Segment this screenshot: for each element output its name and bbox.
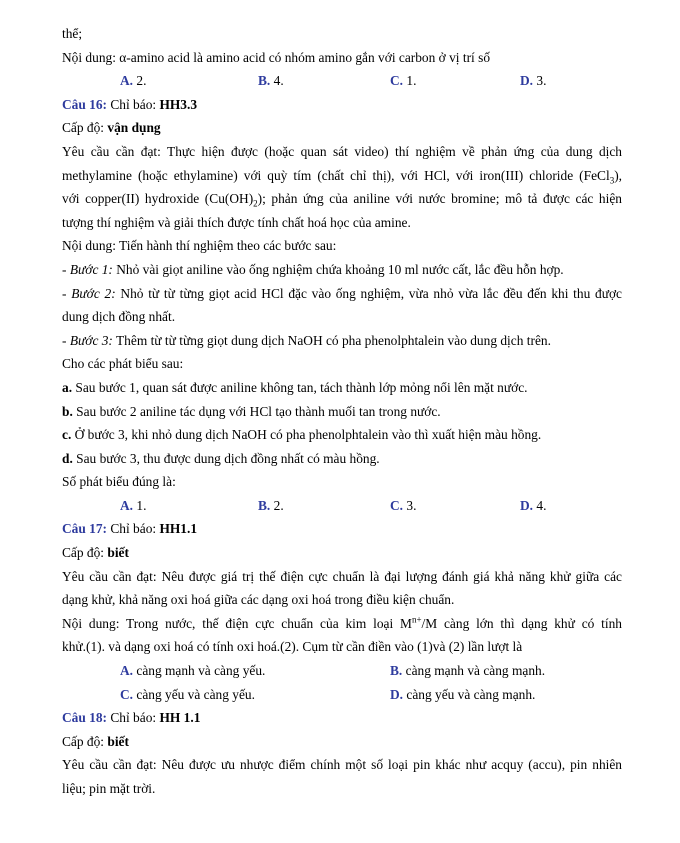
q17-level: Cấp độ: biết bbox=[62, 545, 129, 561]
text-line: Nội dung: Tiến hành thí nghiệm theo các bước sau: bbox=[62, 238, 337, 254]
q17-option-b: B. càng mạnh và càng mạnh. bbox=[390, 663, 546, 679]
q15-options bbox=[62, 69, 622, 93]
step-2-cont: dung dịch đồng nhất. bbox=[62, 309, 176, 325]
q16-option-b: B. 2. bbox=[258, 497, 284, 513]
statement-d: d. Sau bước 3, thu được dung dịch đồng nhất có màu hồng. bbox=[62, 450, 380, 466]
question-number: Câu 18: bbox=[62, 710, 108, 726]
q18-level: Cấp độ: biết bbox=[62, 733, 129, 749]
q16-options bbox=[62, 494, 622, 518]
q15-option-c: C. 1. bbox=[390, 73, 417, 89]
statement-a: a. Sau bước 1, quan sát được aniline không tan, tách thành lớp mỏng nổi lên mặt nước. bbox=[62, 379, 528, 395]
document-page bbox=[62, 22, 622, 801]
q17-options-row2 bbox=[62, 683, 622, 707]
text-line: Yêu cầu cần đạt: Nêu được giá trị thế điện cực chuẩn là đại lượng đánh giá khả năng khử giữa các bbox=[62, 568, 622, 584]
indicator-code: HH 1.1 bbox=[159, 710, 201, 726]
text-line: methylamine (hoặc ethylamine) với quỳ tím (chất chỉ thị), với HCl, với iron(III) chloride (FeCl$_3$), bbox=[62, 167, 622, 186]
q16-option-a: A. 1. bbox=[120, 497, 147, 513]
q16-option-c: C. 3. bbox=[390, 497, 417, 513]
text-line: Nội dung: α-amino acid là amino acid có nhóm amino gắn với carbon ở vị trí số bbox=[62, 49, 491, 65]
q18-header: Câu 18: Chỉ báo: HH 1.1 bbox=[62, 710, 201, 726]
text-line: Cho các phát biểu sau: bbox=[62, 356, 184, 372]
text-line: Yêu cầu cần đạt: Thực hiện được (hoặc quan sát video) thí nghiệm về phản ứng của dung dịch bbox=[62, 143, 622, 159]
text-line: tượng thí nghiệm và giải thích được tính chất hoá học của amine. bbox=[62, 214, 411, 230]
q17-option-c: C. càng yếu và càng yếu. bbox=[120, 686, 255, 702]
text-line: khử.(1). và dạng oxi hoá có tính oxi hoá.(2). Cụm từ cần điền vào (1)và (2) lần lượt là bbox=[62, 639, 523, 655]
text-line: Yêu cầu cần đạt: Nêu được ưu nhược điểm chính một số loại pin khác như acquy (accu), pin nhiên bbox=[62, 757, 622, 773]
q16-option-d: D. 4. bbox=[520, 497, 547, 513]
text-line: Nội dung: Trong nước, thế điện cực chuẩn của kim loại $M^{n+}/M$ càng lớn thì dạng khử có tính bbox=[62, 614, 622, 631]
step-3: - Bước 3: Thêm từ từ từng giọt dung dịch NaOH có pha phenolphtalein vào dung dịch trên. bbox=[62, 332, 551, 348]
statement-b: b. Sau bước 2 aniline tác dụng với HCl tạo thành muối tan trong nước. bbox=[62, 403, 441, 419]
indicator-code: HH3.3 bbox=[159, 96, 198, 112]
q16-header: Câu 16: Chỉ báo: HH3.3 bbox=[62, 96, 198, 112]
text-line: dạng khử, khả năng oxi hoá giữa các dạng oxi hoá trong điều kiện chuẩn. bbox=[62, 592, 455, 608]
text-line: liệu; pin mặt trời. bbox=[62, 781, 156, 796]
q17-options-row1 bbox=[62, 659, 622, 683]
text-line: với copper(II) hydroxide $(Cu(OH)_2)$; phản ứng của aniline với nước bromine; mô tả được các hiện bbox=[62, 191, 622, 209]
statement-c: c. Ở bước 3, khi nhỏ dung dịch NaOH có pha phenolphtalein vào thì xuất hiện màu hồng. bbox=[62, 427, 542, 443]
step-2: - Bước 2: Nhỏ từ từ từng giọt acid HCl đặc vào ống nghiệm, vừa nhỏ vừa lắc đều đến khi thu được bbox=[62, 285, 623, 301]
q17-header: Câu 17: Chỉ báo: HH1.1 bbox=[62, 521, 198, 537]
q15-option-a: A. 2. bbox=[120, 73, 147, 89]
step-1: - Bước 1: Nhỏ vài giọt aniline vào ống nghiệm chứa khoảng 10 ml nước cất, lắc đều hỗn hợp. bbox=[62, 261, 564, 277]
q17-option-a: A. càng mạnh và càng yếu. bbox=[120, 663, 266, 679]
q17-option-d: D. càng yếu và càng mạnh. bbox=[390, 686, 536, 702]
q16-level: Cấp độ: vận dụng bbox=[62, 120, 161, 136]
indicator-code: HH1.1 bbox=[159, 521, 198, 537]
q15-option-b: B. 4. bbox=[258, 73, 284, 89]
question-number: Câu 16: bbox=[62, 96, 108, 112]
text-line: Số phát biểu đúng là: bbox=[62, 474, 176, 490]
question-number: Câu 17: bbox=[62, 521, 108, 537]
text-line: thể; bbox=[62, 26, 83, 41]
q15-option-d: D. 3. bbox=[520, 73, 547, 89]
